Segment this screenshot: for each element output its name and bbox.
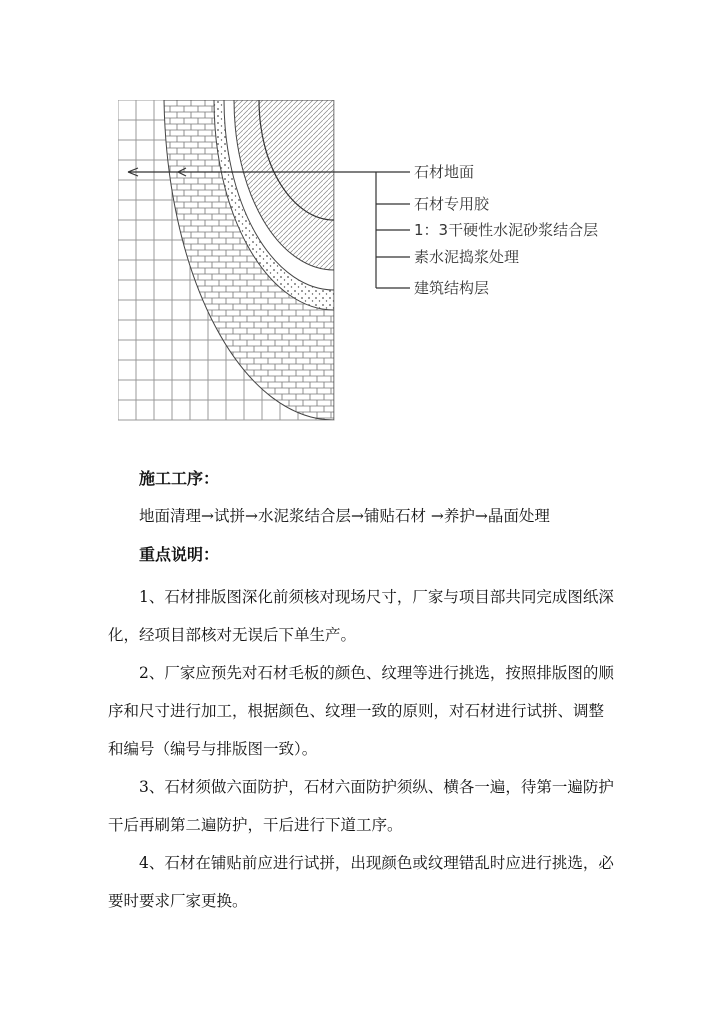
notes-heading: 重点说明： xyxy=(139,545,220,564)
label-stone-floor: 石材地面 xyxy=(414,163,475,181)
label-stone-adhesive: 石材专用胶 xyxy=(414,195,490,213)
note-item: 4、石材在铺贴前应进行试拼，出现颜色或纹理错乱时应进行挑选，必要时要求厂家更换。 xyxy=(108,854,614,910)
note-item: 1、石材排版图深化前须核对现场尺寸，厂家与项目部共同完成图纸深化，经项目部核对无误后下单生产。 xyxy=(108,588,614,644)
note-item: 3、石材须做六面防护，石材六面防护须纵、横各一遍，待第一遍防护干后再刷第二遍防护，干后进行下道工序。 xyxy=(108,778,614,834)
label-mortar-layer: 1：3干硬性水泥砂浆结合层 xyxy=(414,221,599,239)
label-structure-layer: 建筑结构层 xyxy=(414,279,490,297)
process-heading: 施工工序： xyxy=(139,469,220,488)
label-cement-paste: 素水泥捣浆处理 xyxy=(414,248,520,266)
floor-layer-diagram xyxy=(118,100,618,440)
process-flow: 地面清理→试拼→水泥浆结合层→铺贴石材 →养护→晶面处理 xyxy=(139,507,550,525)
notes-body xyxy=(108,578,618,920)
note-item: 2、厂家应预先对石材毛板的颜色、纹理等进行挑选，按照排版图的顺序和尺寸进行加工，根据颜色、纹理一致的原则，对石材进行试拼、调整和编号（编号与排版图一致）。 xyxy=(108,664,614,758)
